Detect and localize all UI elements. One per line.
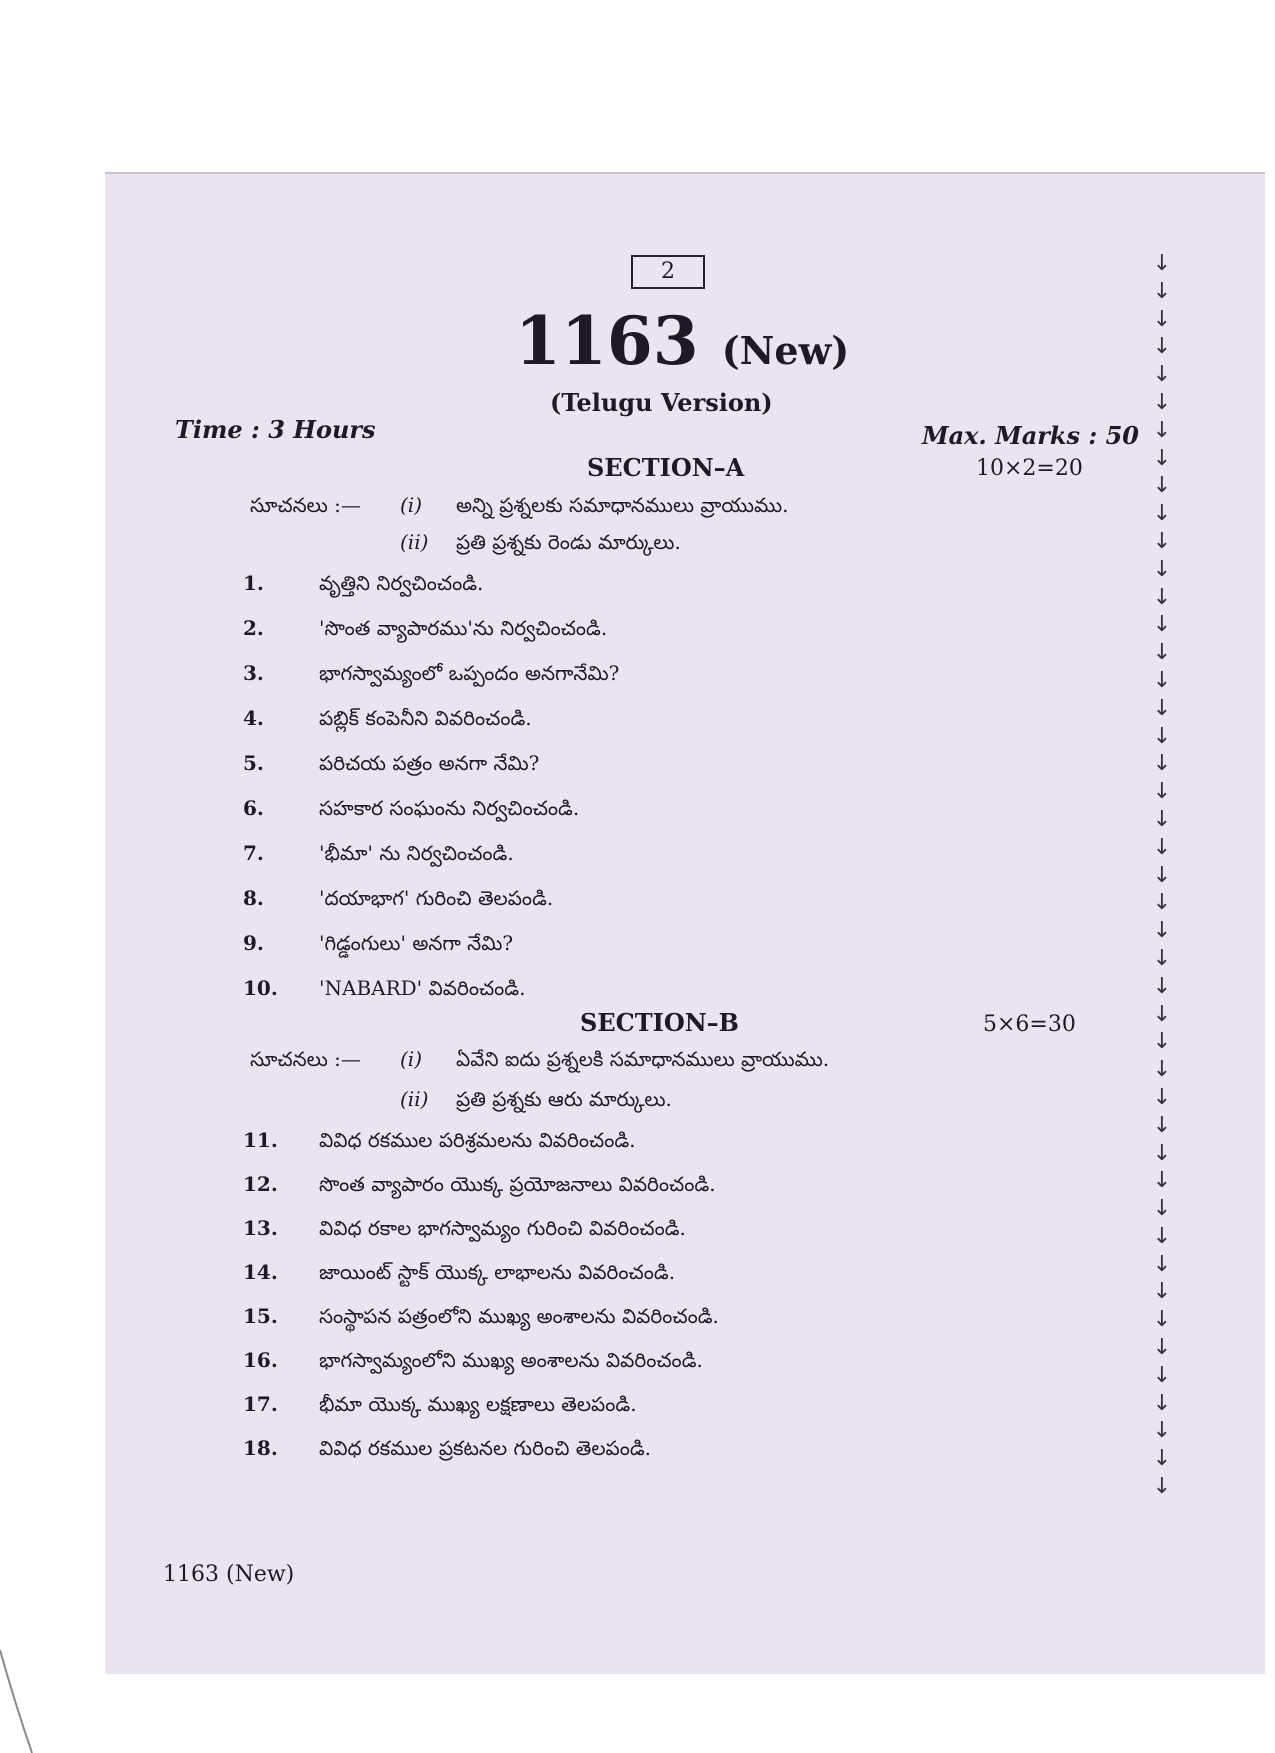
section-a-title: SECTION–A [587, 453, 745, 482]
down-arrow-icon: ↓ [1152, 556, 1172, 582]
down-arrow-icon: ↓ [1152, 1279, 1172, 1305]
down-arrow-icon: ↓ [1152, 334, 1172, 360]
section-b-instruction [400, 1087, 672, 1116]
instruction-text: ఏవేని ఐదు ప్రశ్నలకి సమాధానములు వ్రాయుము. [456, 1047, 830, 1071]
down-arrow-icon: ↓ [1152, 667, 1172, 693]
question-number: 12. [243, 1172, 278, 1196]
question-number: 17. [243, 1392, 278, 1416]
section-a-instructions-label: సూచనలు :— [250, 493, 361, 517]
question [243, 841, 514, 877]
margin-arrows [1150, 250, 1174, 1501]
question [243, 1304, 719, 1340]
instruction-number: (ii) [400, 1087, 429, 1111]
question [243, 796, 579, 832]
question [243, 1172, 716, 1208]
section-b-instructions-label: సూచనలు :— [250, 1047, 361, 1071]
down-arrow-icon: ↓ [1152, 862, 1172, 888]
question-number: 10. [243, 976, 278, 1000]
question [243, 1348, 703, 1384]
time-allowed: Time : 3 Hours [175, 415, 376, 444]
question-number: 1. [243, 571, 264, 595]
down-arrow-icon: ↓ [1152, 751, 1172, 777]
down-arrow-icon: ↓ [1152, 1223, 1172, 1249]
question [243, 706, 532, 742]
section-b-instruction [400, 1047, 829, 1076]
question-number: 3. [243, 661, 264, 685]
question-number: 8. [243, 886, 264, 910]
section-b-title: SECTION–B [580, 1008, 739, 1037]
section-a-marks: 10×2=20 [976, 456, 1083, 481]
question-text: 'భీమా' ను నిర్వచించండి. [319, 841, 514, 865]
instruction-text: ప్రతి ప్రశ్నకు ఆరు మార్కులు. [456, 1087, 672, 1111]
question-text: వృత్తిని నిర్వచించండి. [319, 571, 484, 595]
down-arrow-icon: ↓ [1152, 362, 1172, 388]
question-number: 11. [243, 1128, 278, 1152]
question-number: 6. [243, 796, 264, 820]
question-text: భీమా యొక్క ముఖ్య లక్షణాలు తెలపండి. [319, 1392, 637, 1416]
down-arrow-icon: ↓ [1152, 1335, 1172, 1361]
section-b-marks: 5×6=30 [983, 1012, 1076, 1037]
down-arrow-icon: ↓ [1152, 1446, 1172, 1472]
question [243, 571, 483, 607]
footer-code: 1163 (New) [163, 1562, 295, 1587]
down-arrow-icon: ↓ [1152, 251, 1172, 276]
down-arrow-icon: ↓ [1152, 501, 1172, 527]
question-text: 'గిడ్డంగులు' అనగా నేమి? [319, 931, 514, 955]
down-arrow-icon: ↓ [1152, 890, 1172, 916]
question [243, 1216, 686, 1252]
instruction-number: (i) [400, 1047, 423, 1071]
page-number-box: 2 [631, 255, 705, 289]
scan-edge-mark [0, 1650, 40, 1753]
question-number: 7. [243, 841, 264, 865]
question-number: 2. [243, 616, 264, 640]
down-arrow-icon: ↓ [1152, 1168, 1172, 1194]
question [243, 661, 619, 697]
down-arrow-icon: ↓ [1152, 1196, 1172, 1222]
question-number: 5. [243, 751, 264, 775]
section-a-instruction [400, 493, 788, 522]
down-arrow-icon: ↓ [1152, 306, 1172, 332]
max-marks: Max. Marks : 50 [922, 421, 1140, 450]
question-text: పబ్లిక్ కంపెనీని వివరించండి. [319, 706, 532, 730]
paper-code: 1163 [515, 302, 699, 380]
question [243, 1436, 651, 1472]
instruction-text: ప్రతి ప్రశ్నకు రెండు మార్కులు. [456, 530, 681, 554]
question [243, 1392, 637, 1428]
paper-code-suffix: (New) [721, 328, 850, 373]
question-text: 'సొంత వ్యాపారము'ను నిర్వచించండి. [319, 616, 608, 640]
instruction-number: (ii) [400, 530, 429, 554]
question-number: 16. [243, 1348, 278, 1372]
question [243, 616, 607, 652]
down-arrow-icon: ↓ [1152, 1418, 1172, 1444]
down-arrow-icon: ↓ [1152, 1001, 1172, 1027]
down-arrow-icon: ↓ [1152, 1140, 1172, 1166]
question-number: 14. [243, 1260, 278, 1284]
question-number: 15. [243, 1304, 278, 1328]
down-arrow-icon: ↓ [1152, 945, 1172, 971]
question-number: 18. [243, 1436, 278, 1460]
version-label: (Telugu Version) [550, 388, 773, 417]
down-arrow-icon: ↓ [1152, 806, 1172, 832]
down-arrow-icon: ↓ [1152, 973, 1172, 999]
down-arrow-icon: ↓ [1152, 417, 1172, 443]
section-a-instruction [400, 530, 681, 559]
question-text: భాగస్వామ్యంలోని ముఖ్య అంశాలను వివరించండి. [319, 1348, 703, 1372]
question [243, 886, 553, 922]
down-arrow-icon: ↓ [1152, 1029, 1172, 1055]
instruction-text: అన్ని ప్రశ్నలకు సమాధానములు వ్రాయుము. [456, 493, 789, 517]
down-arrow-icon: ↓ [1152, 779, 1172, 805]
down-arrow-icon: ↓ [1152, 723, 1172, 749]
question-text: 'NABARD' వివరించండి. [319, 976, 526, 1000]
paper-code-title [515, 303, 849, 389]
question-text: వివిధ రకాల భాగస్వామ్యం గురించి వివరించండి. [319, 1216, 686, 1240]
down-arrow-icon: ↓ [1152, 640, 1172, 666]
question [243, 976, 525, 1012]
down-arrow-icon: ↓ [1152, 389, 1172, 415]
down-arrow-icon: ↓ [1152, 445, 1172, 471]
down-arrow-icon: ↓ [1152, 612, 1172, 638]
down-arrow-icon: ↓ [1152, 1057, 1172, 1083]
down-arrow-icon: ↓ [1152, 918, 1172, 944]
question-text: పరిచయ పత్రం అనగా నేమి? [319, 751, 540, 775]
down-arrow-icon: ↓ [1152, 1251, 1172, 1277]
question [243, 931, 513, 967]
down-arrow-icon: ↓ [1152, 278, 1172, 304]
instruction-number: (i) [400, 493, 423, 517]
down-arrow-icon: ↓ [1152, 1390, 1172, 1416]
question-number: 9. [243, 931, 264, 955]
question-number: 13. [243, 1216, 278, 1240]
down-arrow-icon: ↓ [1152, 1474, 1172, 1500]
question [243, 751, 539, 787]
down-arrow-icon: ↓ [1152, 1112, 1172, 1138]
down-arrow-icon: ↓ [1152, 528, 1172, 554]
question [243, 1260, 675, 1296]
down-arrow-icon: ↓ [1152, 1084, 1172, 1110]
question-text: సొంత వ్యాపారం యొక్క ప్రయోజనాలు వివరించండి. [319, 1172, 716, 1196]
down-arrow-icon: ↓ [1152, 473, 1172, 499]
down-arrow-icon: ↓ [1152, 834, 1172, 860]
question-text: సహకార సంఘంను నిర్వచించండి. [319, 796, 580, 820]
down-arrow-icon: ↓ [1152, 695, 1172, 721]
question-text: జాయింట్ స్టాక్ యొక్క లాభాలను వివరించండి. [319, 1260, 676, 1284]
question-text: వివిధ రకముల పరిశ్రమలను వివరించండి. [319, 1128, 636, 1152]
question [243, 1128, 636, 1164]
question-text: 'దయాభాగ' గురించి తెలపండి. [319, 886, 554, 910]
question-number: 4. [243, 706, 264, 730]
down-arrow-icon: ↓ [1152, 1307, 1172, 1333]
down-arrow-icon: ↓ [1152, 584, 1172, 610]
question-text: సంస్థాపన పత్రంలోని ముఖ్య అంశాలను వివరించండి. [319, 1304, 719, 1328]
question-text: భాగస్వామ్యంలో ఒప్పందం అనగానేమి? [319, 661, 620, 685]
question-text: వివిధ రకముల ప్రకటనల గురించి తెలపండి. [319, 1436, 652, 1460]
down-arrow-icon: ↓ [1152, 1362, 1172, 1388]
